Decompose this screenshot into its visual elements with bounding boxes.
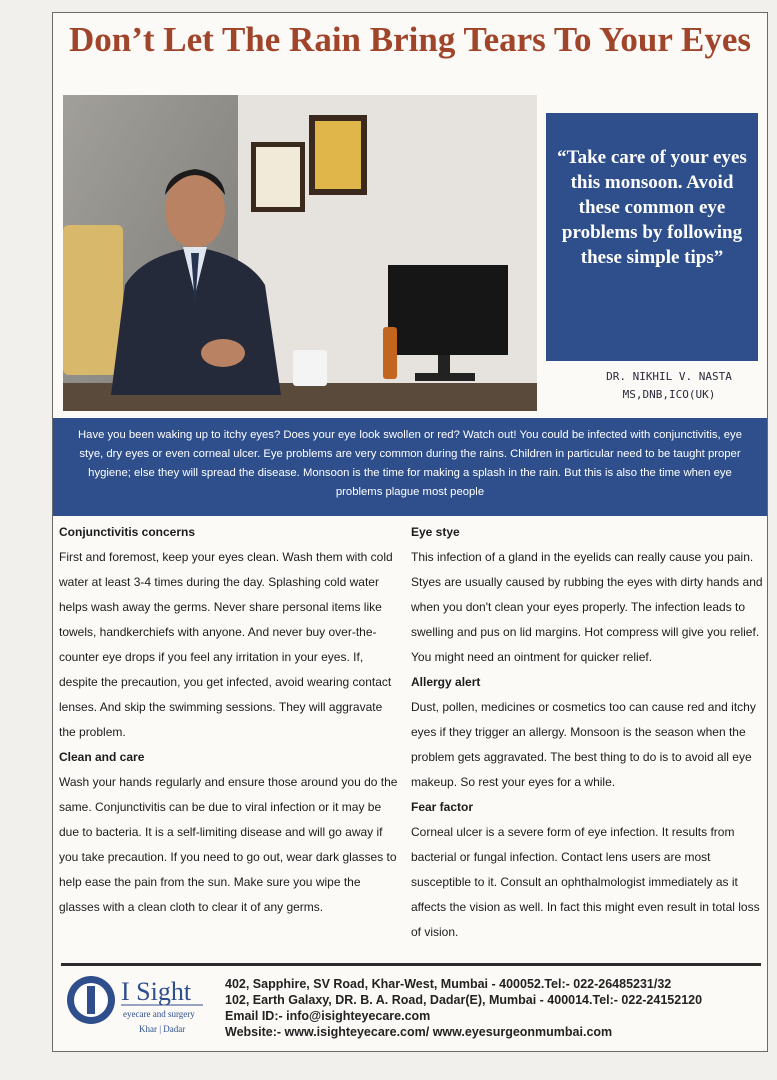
- doctor-photo-illustration: [63, 95, 537, 411]
- pull-quote-text: “Take care of your eyes this monsoon. Avoid these common eye problems by following these simple tips”: [557, 147, 747, 268]
- doctor-name: DR. NIKHIL V. NASTA: [606, 370, 732, 383]
- isight-logo: [65, 970, 205, 1038]
- doctor-office-photo: [63, 95, 537, 411]
- section-body: Corneal ulcer is a severe form of eye infection. It results from bacterial or fungal infection. Contact lens users are most susceptible to it. Consult an ophthalmologist immediately as it affects the vision as well. In fact this might even result in total loss of vision.: [411, 825, 760, 939]
- section-body: Wash your hands regularly and ensure those around you do the same. Conjunctivitis can be due to viral infection or it may be due to bacteria. It is a self-limiting disease and will go away if you take precaution. If you need to go out, wear dark glasses to help ease the pain from the sun. Make sure you wipe the glasses with a clean cloth to clear it of any germs.: [59, 775, 398, 914]
- section-body: This infection of a gland in the eyelids can really cause you pain. Styes are usually caused by rubbing the eyes with dirty hands and when you don't clean your eyes properly. The infection leads to swelling and pus on lid margins. Hot compress will give you relief. You might need an ointment for quicker relief.: [411, 550, 763, 664]
- section-body: First and foremost, keep your eyes clean. Wash them with cold water at least 3-4 times during the day. Splashing cold water helps wash away the germs. Never share personal items like towels, handkerchiefs with anyone. And never buy over-the-counter eye drops if you feel any irritation in your eyes. If, despite the precaution, you get infected, avoid wearing contact lenses. And skip the swimming sessions. They will aggravate the problem.: [59, 550, 393, 739]
- contact-block: [225, 976, 702, 1040]
- section-body: Dust, pollen, medicines or cosmetics too can cause red and itchy eyes if they trigger an allergy. Monsoon is the season when the problem gets aggravated. The best thing to do is to avoid all eye makeup. So rest your eyes for a while.: [411, 700, 756, 789]
- logo-text: I Sight: [121, 977, 192, 1006]
- doctor-credit: [546, 368, 758, 404]
- intro-banner: [53, 418, 767, 516]
- left-column: [59, 520, 399, 920]
- section-heading: Conjunctivitis concerns: [59, 525, 196, 539]
- doctor-credentials: MS,DNB,ICO(UK): [622, 388, 716, 401]
- logo-subtitle: eyecare and surgery: [123, 1009, 195, 1019]
- contact-email: Email ID:- info@isighteyecare.com: [225, 1009, 431, 1023]
- address-dadar: 102, Earth Galaxy, DR. B. A. Road, Dadar(E), Mumbai - 400014.Tel:- 022-24152120: [225, 993, 703, 1007]
- contact-website: Website:- www.isighteyecare.com/ www.eyesurgeonmumbai.com: [225, 1025, 613, 1039]
- section-heading: Clean and care: [59, 750, 145, 764]
- section-heading: Allergy alert: [411, 675, 481, 689]
- address-khar: 402, Sapphire, SV Road, Khar-West, Mumbai - 400052.Tel:- 022-26485231/32: [225, 977, 672, 991]
- footer-divider: [61, 963, 761, 966]
- logo-locations: Khar | Dadar: [139, 1024, 186, 1034]
- right-column: [411, 520, 765, 945]
- intro-text: Have you been waking up to itchy eyes? Does your eye look swollen or red? Watch out! You could be infected with conjunctivitis, eye stye, dry eyes or even corneal ulcer. Eye problems are very common during the rains. Children in particular need to be taught proper hygiene; else they will spread the disease. Monsoon is the time for making a splash in the rain. But this is also the time when eye problems plague most people: [78, 429, 742, 498]
- article-title: Don’t Let The Rain Bring Tears To Your Eyes: [69, 20, 751, 59]
- magazine-page: [52, 12, 768, 1052]
- section-heading: Fear factor: [411, 800, 474, 814]
- section-heading: Eye stye: [411, 525, 460, 539]
- pull-quote: [546, 113, 758, 361]
